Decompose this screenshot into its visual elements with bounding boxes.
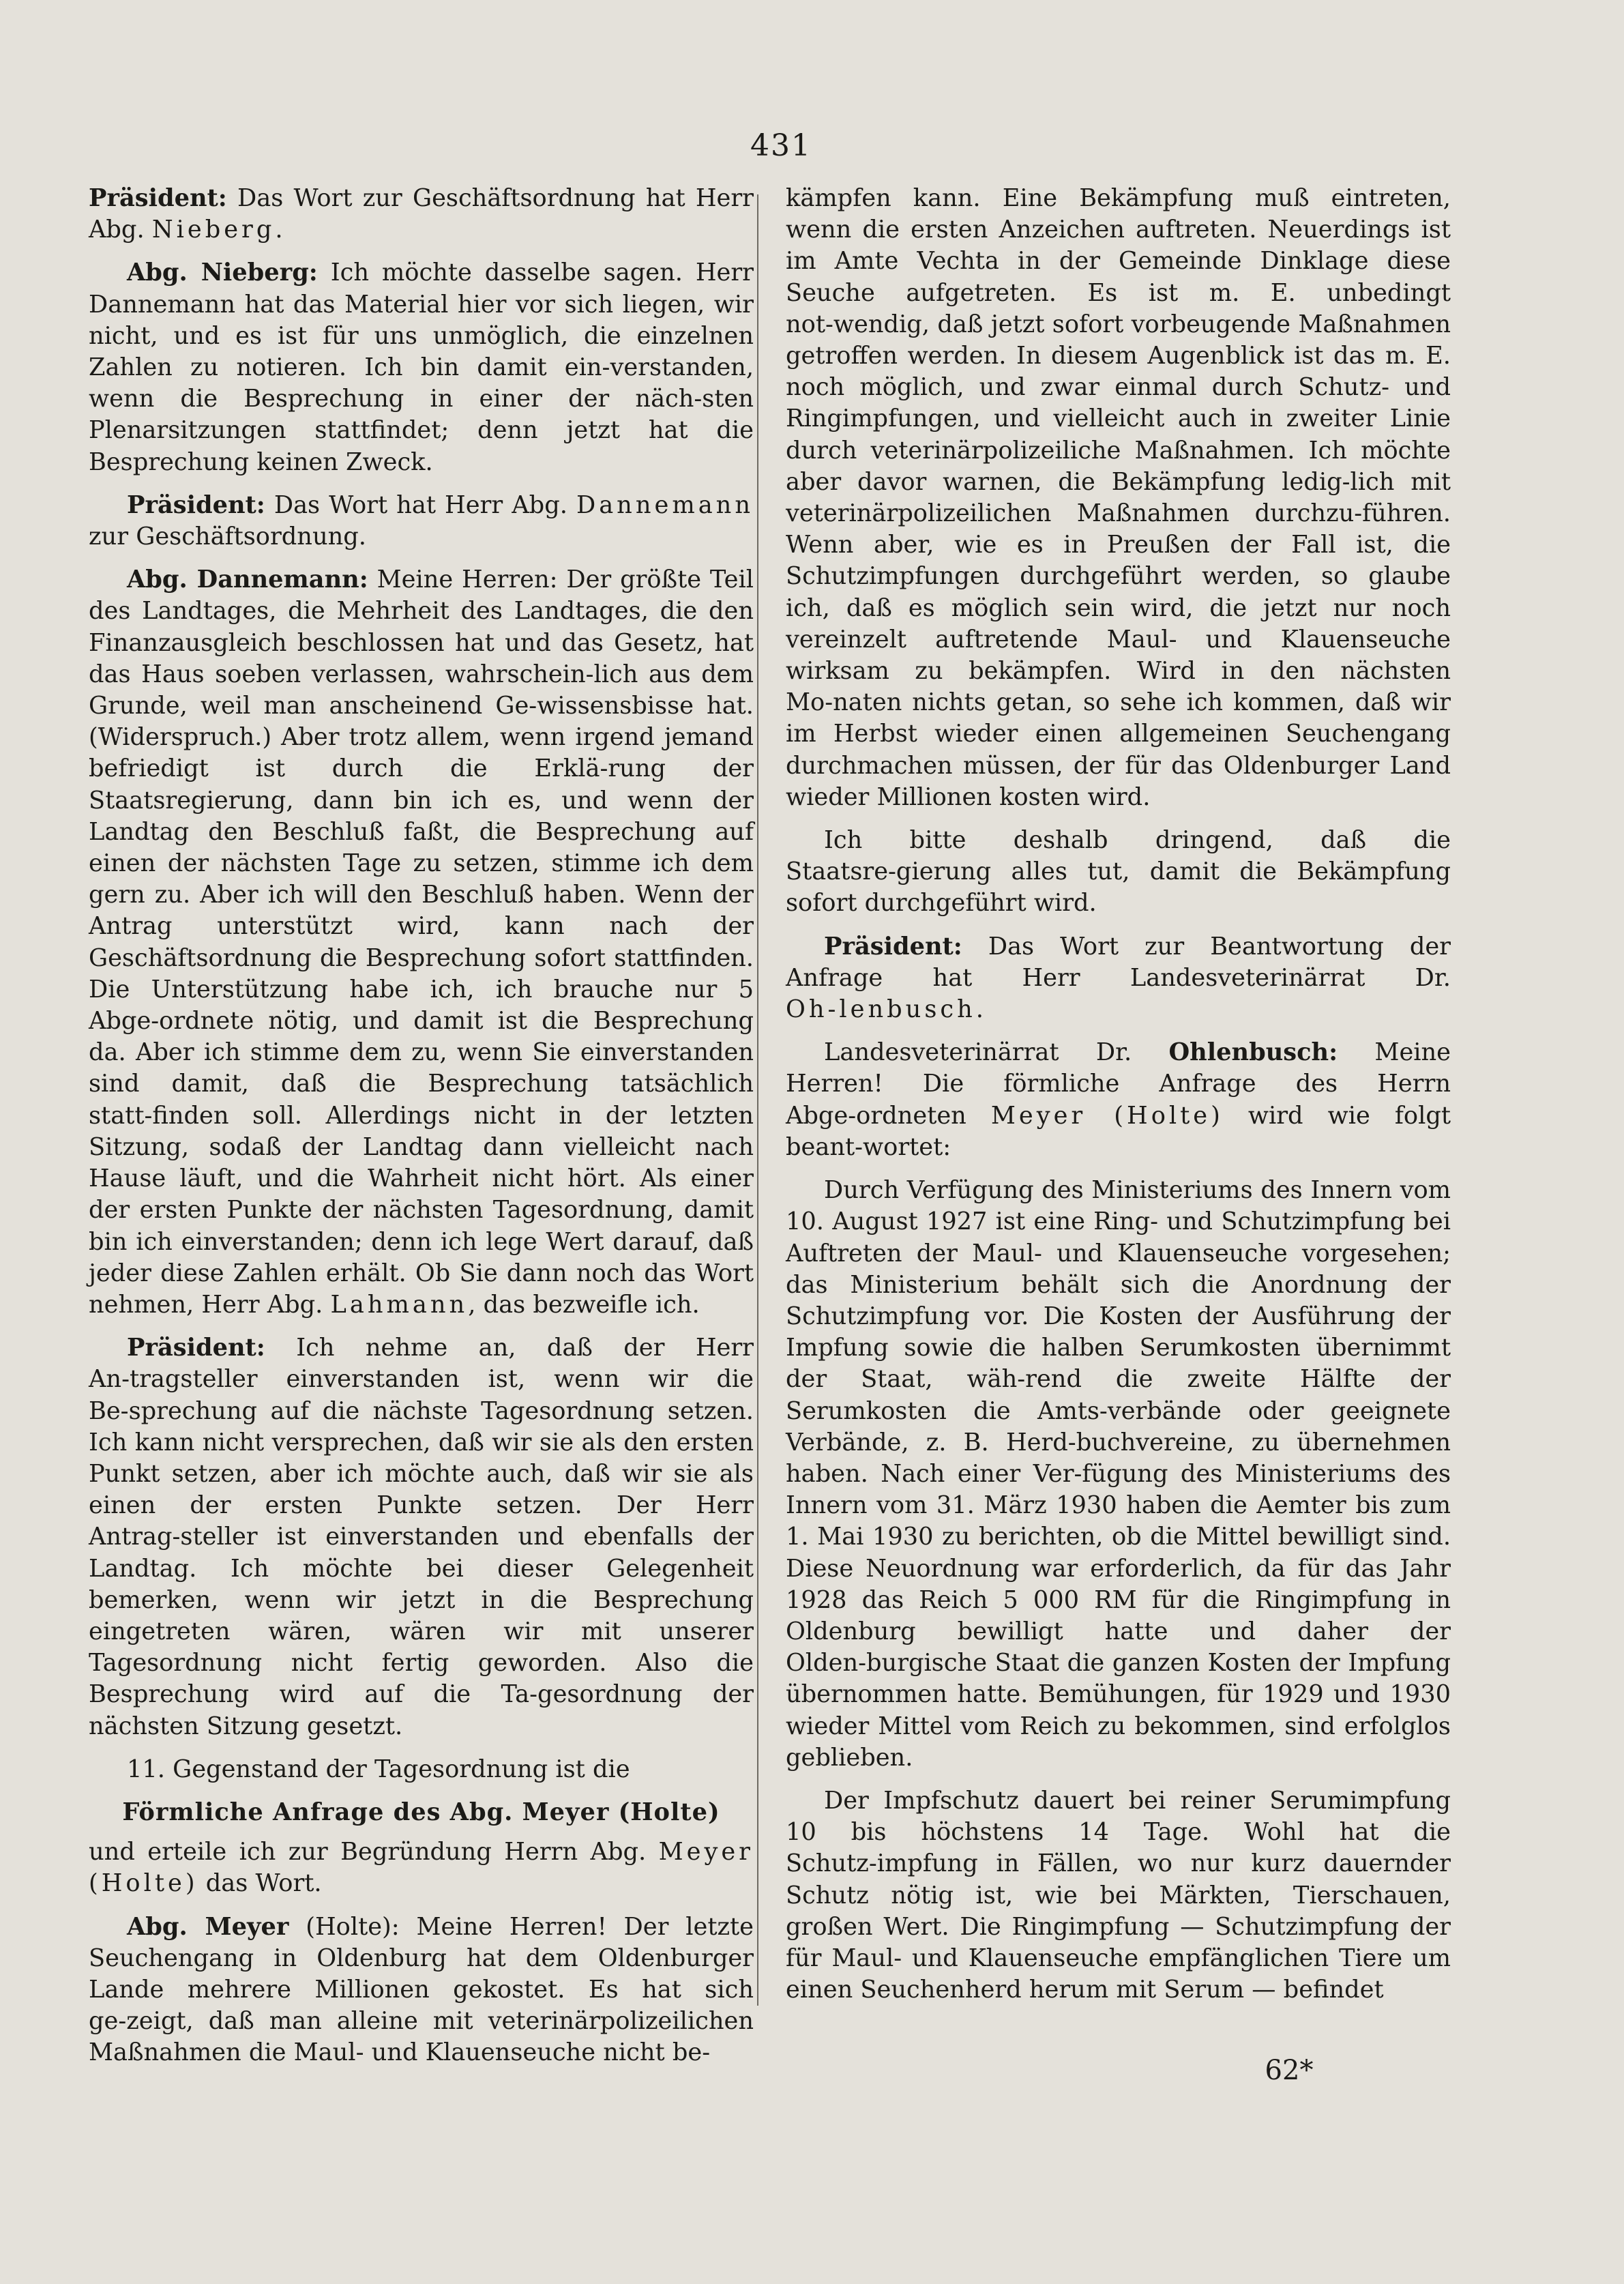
speaker-label: Präsident: <box>127 1334 265 1362</box>
paragraph <box>786 825 1451 920</box>
right-column <box>786 183 1451 2017</box>
paragraph-text: 11. Gegenstand der Tagesordnung ist die <box>127 1755 630 1783</box>
spaced-name: Oh‑lenbusch <box>786 995 976 1024</box>
paragraph <box>89 490 754 553</box>
paragraph-text: Landesveterinärrat Dr. <box>824 1038 1169 1067</box>
paragraph <box>786 931 1451 1026</box>
spaced-name: Meyer (Holte) <box>990 1101 1224 1130</box>
paragraph-text: Der Impfschutz dauert bei reiner Serumimpfung 10 bis höchstens 14 Tage. Wohl hat die Schutz‑impfung in Fällen, wo nur kurz dauernder Schutz nötig ist, wie bei Märkten, Tierschauen, großen Wert. Die Ringimpfung — Schutzimpfung der für Maul‑ und Klauenseuche empfänglichen Tiere um einen Seuchenherd herum mit Serum — befindet <box>786 1786 1451 2004</box>
signature-mark: 62* <box>1265 2055 1314 2086</box>
paragraph <box>89 1912 754 2069</box>
paragraph-text: (Holte): Meine Herren! Der letzte Seuchengang in Oldenburg hat dem Oldenburger Lande mehrere Millionen gekostet. Es hat sich ge‑zeigt, daß man alleine mit veterinärpolizeilichen Maßnahmen die Maul‑ und Klauenseuche nicht be‑ <box>89 1912 754 2067</box>
paragraph <box>89 1754 754 1785</box>
speaker-label: Ohlenbusch: <box>1168 1038 1338 1067</box>
speaker-label: Präsident: <box>89 184 227 212</box>
speaker-label: Präsident: <box>824 932 962 961</box>
paragraph-text: und erteile ich zur Begründung Herrn Abg. <box>89 1838 659 1866</box>
paragraph-text: wird wie folgt beant‑wortet: <box>786 1101 1451 1161</box>
column-divider <box>757 194 758 2006</box>
spaced-name: Lahmann <box>330 1290 469 1319</box>
paragraph <box>89 257 754 478</box>
paragraph-text: kämpfen kann. Eine Bekämpfung muß eintreten, wenn die ersten Anzeichen auftreten. Neuerdings ist im Amte Vechta in der Gemeinde Dinklage diese Seuche aufgetreten. Es ist m. E. unbedingt not‑wendig, daß jetzt sofort vorbeugende Maßnahmen getroffen werden. In diesem Augenblick ist das m. E. noch möglich, und zwar einmal durch Schutz‑ und Ringimpfungen, und vielleicht auch in zweiter Linie durch veterinärpolizeiliche Maßnahmen. Ich möchte aber davor warnen, die Bekämpfung ledig‑lich mit veterinärpolizeilichen Maßnahmen durchzu‑führen. Wenn aber, wie es in Preußen der Fall ist, die Schutzimpfungen durchgeführt werden, so glaube ich, daß es möglich sein wird, die jetzt nur noch vereinzelt auftretende Maul‑ und Klauenseuche wirksam zu bekämpfen. Wird in den nächsten Mo‑naten nichts getan, so sehe ich kommen, daß wir im Herbst wieder einen allgemeinen Seuchengang durchmachen müssen, der für das Oldenburger Land wieder Millionen kosten wird. <box>786 184 1451 811</box>
paragraph-text: Das Wort hat Herr Abg. <box>265 491 576 519</box>
paragraph-text: , das bezweifle ich. <box>468 1290 700 1319</box>
paragraph <box>89 183 754 246</box>
paragraph-text: Ich möchte dasselbe sagen. Herr Dannemann hat das Material hier vor sich liegen, wir nicht, und es ist für uns unmöglich, die einzelnen Zahlen zu notieren. Ich bin damit ein‑verstanden, wenn die Besprechung in einer der näch‑sten Plenarsitzungen stattfindet; denn jetzt hat die Besprechung keinen Zweck. <box>89 259 754 476</box>
paragraph-text: Meine Herren: Der größte Teil des Landtages, die Mehrheit des Landtages, die den Finanzausgleich beschlossen hat und das Gesetz, hat das Haus soeben verlassen, wahrschein‑lich aus dem Grunde, weil man anscheinend Ge‑wissensbisse hat. (Widerspruch.) Aber trotz allem, wenn irgend jemand befriedigt ist durch die Erklä‑rung der Staatsregierung, dann bin ich es, und wenn der Landtag den Beschluß faßt, die Besprechung auf einen der nächsten Tage zu setzen, stimme ich dem gern zu. Aber ich will den Beschluß haben. Wenn der Antrag unterstützt wird, kann nach der Geschäftsordnung die Besprechung sofort stattfinden. Die Unterstützung habe ich, ich brauche nur 5 Abge‑ordnete nötig, und damit ist die Besprechung da. Aber ich stimme dem zu, wenn Sie einverstanden sind damit, daß die Besprechung tatsächlich statt‑finden soll. Allerdings nicht in der letzten Sitzung, sodaß der Landtag dann vielleicht nach Hause läuft, und die Wahrheit nicht hört. Als einer der ersten Punkte der nächsten Tagesordnung, damit bin ich einverstanden; denn ich lege Wert darauf, daß jeder diese Zahlen erhält. Ob Sie dann noch das Wort nehmen, Herr Abg. <box>89 566 754 1319</box>
paragraph <box>786 1785 1451 2006</box>
paragraph-text: Das Wort zur Beantwortung der Anfrage hat Herr Landesveterinärrat Dr. <box>786 932 1451 992</box>
paragraph <box>89 1836 754 1899</box>
paragraph <box>89 1332 754 1742</box>
paragraph <box>89 564 754 1321</box>
speaker-label: Abg. Meyer <box>127 1912 289 1941</box>
paragraph-text: Ich nehme an, daß der Herr An‑tragsteller einverstanden ist, wenn wir die Be‑sprechung auf die nächste Tagesordnung setzen. Ich kann nicht versprechen, daß wir sie als den ersten Punkt setzen, aber ich möchte auch, daß wir sie als einen der ersten Punkte setzen. Der Herr Antrag‑steller ist einverstanden und ebenfalls der Landtag. Ich möchte bei dieser Gelegenheit bemerken, wenn wir jetzt in die Besprechung eingetreten wären, wären wir mit unserer Tagesordnung nicht fertig geworden. Also die Besprechung wird auf die Ta‑gesordnung der nächsten Sitzung gesetzt. <box>89 1334 754 1740</box>
speaker-label: Präsident: <box>127 491 265 519</box>
spaced-name: Meyer (Holte) <box>89 1838 754 1898</box>
speaker-label: Abg. Dannemann: <box>127 566 368 594</box>
paragraph <box>786 183 1451 813</box>
paragraph-text: Ich bitte deshalb dringend, daß die Staatsre‑gierung alles tut, damit die Bekämpfung sofort durchgeführt wird. <box>786 826 1451 918</box>
paragraph-text: Durch Verfügung des Ministeriums des Innern vom 10. August 1927 ist eine Ring‑ und Schutzimpfung bei Auftreten der Maul‑ und Klauenseuche vorgesehen; das Ministerium behält sich die Anordnung der Schutzimpfung vor. Die Kosten der Ausführung der Impfung sowie die halben Serumkosten übernimmt der Staat, wäh‑rend die zweite Hälfte der Serumkosten die Amts‑verbände oder geeignete Verbände, z. B. Herd‑buchvereine, zu übernehmen haben. Nach einer Ver‑fügung des Ministeriums des Innern vom 31. März 1930 haben die Aemter bis zum 1. Mai 1930 zu berichten, ob die Mittel bewilligt sind. Diese Neuordnung war erforderlich, da für das Jahr 1928 das Reich 5 000 RM für die Ringimpfung in Oldenburg bewilligt hatte und daher der Olden‑burgische Staat die ganzen Kosten der Impfung übernommen hatte. Bemühungen, für 1929 und 1930 wieder Mittel vom Reich zu bekommen, sind erfolglos geblieben. <box>786 1176 1451 1772</box>
paragraph-text: das Wort. <box>198 1869 322 1898</box>
left-column <box>89 183 754 2081</box>
spaced-name: Nieberg <box>151 216 276 244</box>
spaced-name: Dannemann <box>576 491 754 519</box>
paragraph-text: Meine Herren! Die förmliche Anfrage des Herrn Abge‑ordneten <box>786 1038 1451 1130</box>
paragraph <box>786 1175 1451 1774</box>
paragraph <box>786 1037 1451 1163</box>
paragraph-text: . <box>975 995 984 1024</box>
speaker-label: Abg. Nieberg: <box>127 259 318 287</box>
page-number: 431 <box>750 128 812 163</box>
paragraph-text: Das Wort zur Geschäftsordnung hat Herr Abg. <box>89 184 754 244</box>
paragraph-text: . <box>275 216 283 244</box>
section-heading: Förmliche Anfrage des Abg. Meyer (Holte) <box>122 1798 720 1826</box>
paragraph-text: zur Geschäftsordnung. <box>89 523 366 551</box>
